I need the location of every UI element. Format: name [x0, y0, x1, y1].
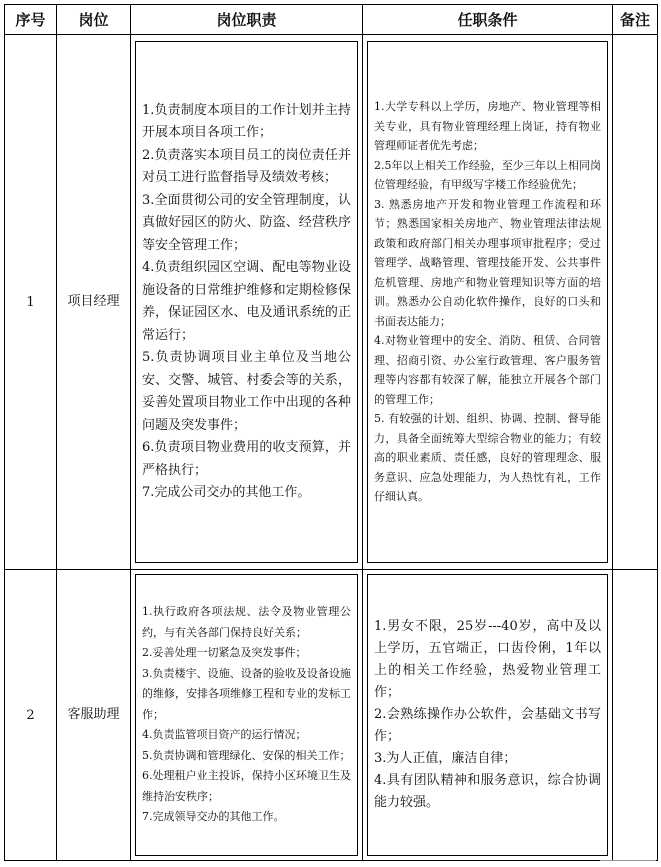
duty-item: 2.妥善处理一切紧急及突发事件；	[142, 646, 307, 660]
seq-cell: 1	[5, 35, 57, 570]
header-requirements: 任职条件	[363, 5, 613, 35]
duty-item: 5.负责协调和管理绿化、安保的相关工作；	[142, 748, 351, 762]
requirement-item: 2.会熟练操作办公软件，会基础文书写作；	[374, 707, 601, 744]
requirement-item: 5. 有较强的计划、组织、协调、控制、督导能力，具备全面统筹大型综合物业的能力；有较高的职业素质、责任感，良好的管理理念、服务意识、应急处理能力，为人热忱有礼，工作仔细认真。	[374, 412, 601, 504]
requirement-item: 3.为人正值，廉洁自律；	[374, 751, 517, 766]
duty-item: 4.负责组织园区空调、配电等物业设施设备的日常维护维修和定期检修保养，保证园区水、电及通讯系统的正常运行；	[142, 260, 351, 343]
duty-item: 7.完成公司交办的其他工作。	[142, 485, 311, 500]
requirement-item: 3. 熟悉房地产开发和物业管理工作流程和环节；熟悉国家相关房地产、物业管理法律法规政策和政府部门相关办理事项审批程序；受过管理学、战略管理、管理技能开发、公共事件危机管理、房地产和物业管理知识等方面的培训。熟悉办公自动化软件操作，良好的口头和书面表达能力；	[374, 197, 601, 328]
requirements-cell	[363, 35, 613, 570]
duty-item: 5.负责协调项目业主单位及当地公安、交警、城管、村委会等的关系，妥善处置项目物业工作中出现的各种问题及突发事件；	[142, 350, 351, 433]
table-row	[5, 35, 658, 570]
requirement-item: 1.大学专科以上学历，房地产、物业管理等相关专业，具有物业管理经理上岗证，持有物业管理师证者优先考虑；	[374, 100, 601, 153]
duty-item: 7.完成领导交办的其他工作。	[142, 810, 285, 824]
duty-item: 1.负责制度本项目的工作计划并主持开展本项目各项工作；	[142, 102, 351, 140]
duties-box	[135, 574, 358, 856]
requirement-item: 1.男女不限，25岁---40岁，高中及以上学历，五官端正，口齿伶俐，1年以上的相关工作经验，热爱物业管理工作；	[374, 619, 601, 700]
requirements-box	[367, 574, 608, 856]
duty-item: 3.负责楼宇、设施、设备的验收及设备设施的维修，安排各项维修工程和专业的发标工作；	[142, 666, 351, 721]
header-duties: 岗位职责	[131, 5, 363, 35]
header-remarks: 备注	[613, 5, 658, 35]
duty-item: 6.处理租户业主投诉，保持小区环境卫生及维持治安秩序；	[142, 769, 351, 803]
position-cell: 客服助理	[67, 707, 120, 722]
header-row	[5, 5, 658, 35]
remarks-cell	[613, 570, 658, 861]
duties-cell	[131, 570, 363, 861]
requirement-item: 2.5年以上相关工作经验，至少三年以上相同岗位管理经验，有甲级写字楼工作经验优先；	[374, 158, 601, 192]
duties-box	[135, 41, 358, 563]
duty-item: 3.全面贯彻公司的安全管理制度，认真做好园区的防火、防盗、经营秩序等安全管理工作；	[142, 192, 351, 253]
duty-item: 6.负责项目物业费用的收支预算，并严格执行；	[142, 440, 351, 478]
table-row	[5, 570, 658, 861]
requirements-cell	[363, 570, 613, 861]
duty-item: 4.负责监管项目资产的运行情况；	[142, 728, 307, 742]
seq-cell: 2	[5, 570, 57, 861]
header-position: 岗位	[57, 5, 131, 35]
requirement-item: 4.具有团队精神和服务意识，综合协调能力较强。	[374, 773, 601, 810]
duty-item: 2.负责落实本项目员工的岗位责任并对员工进行监督指导及绩效考核；	[142, 147, 351, 185]
remarks-cell	[613, 35, 658, 570]
position-cell: 项目经理	[67, 294, 120, 309]
job-table	[4, 4, 658, 861]
requirement-item: 4.对物业管理中的安全、消防、租赁、合同管理、招商引资、办公室行政管理、客户服务管理等内容都有较深了解，能独立开展各个部门的管理工作；	[374, 334, 601, 406]
requirements-box	[367, 41, 608, 563]
header-seq: 序号	[5, 5, 57, 35]
duty-item: 1.执行政府各项法规、法令及物业管理公约，与有关各部门保持良好关系；	[142, 605, 351, 639]
duties-cell	[131, 35, 363, 570]
